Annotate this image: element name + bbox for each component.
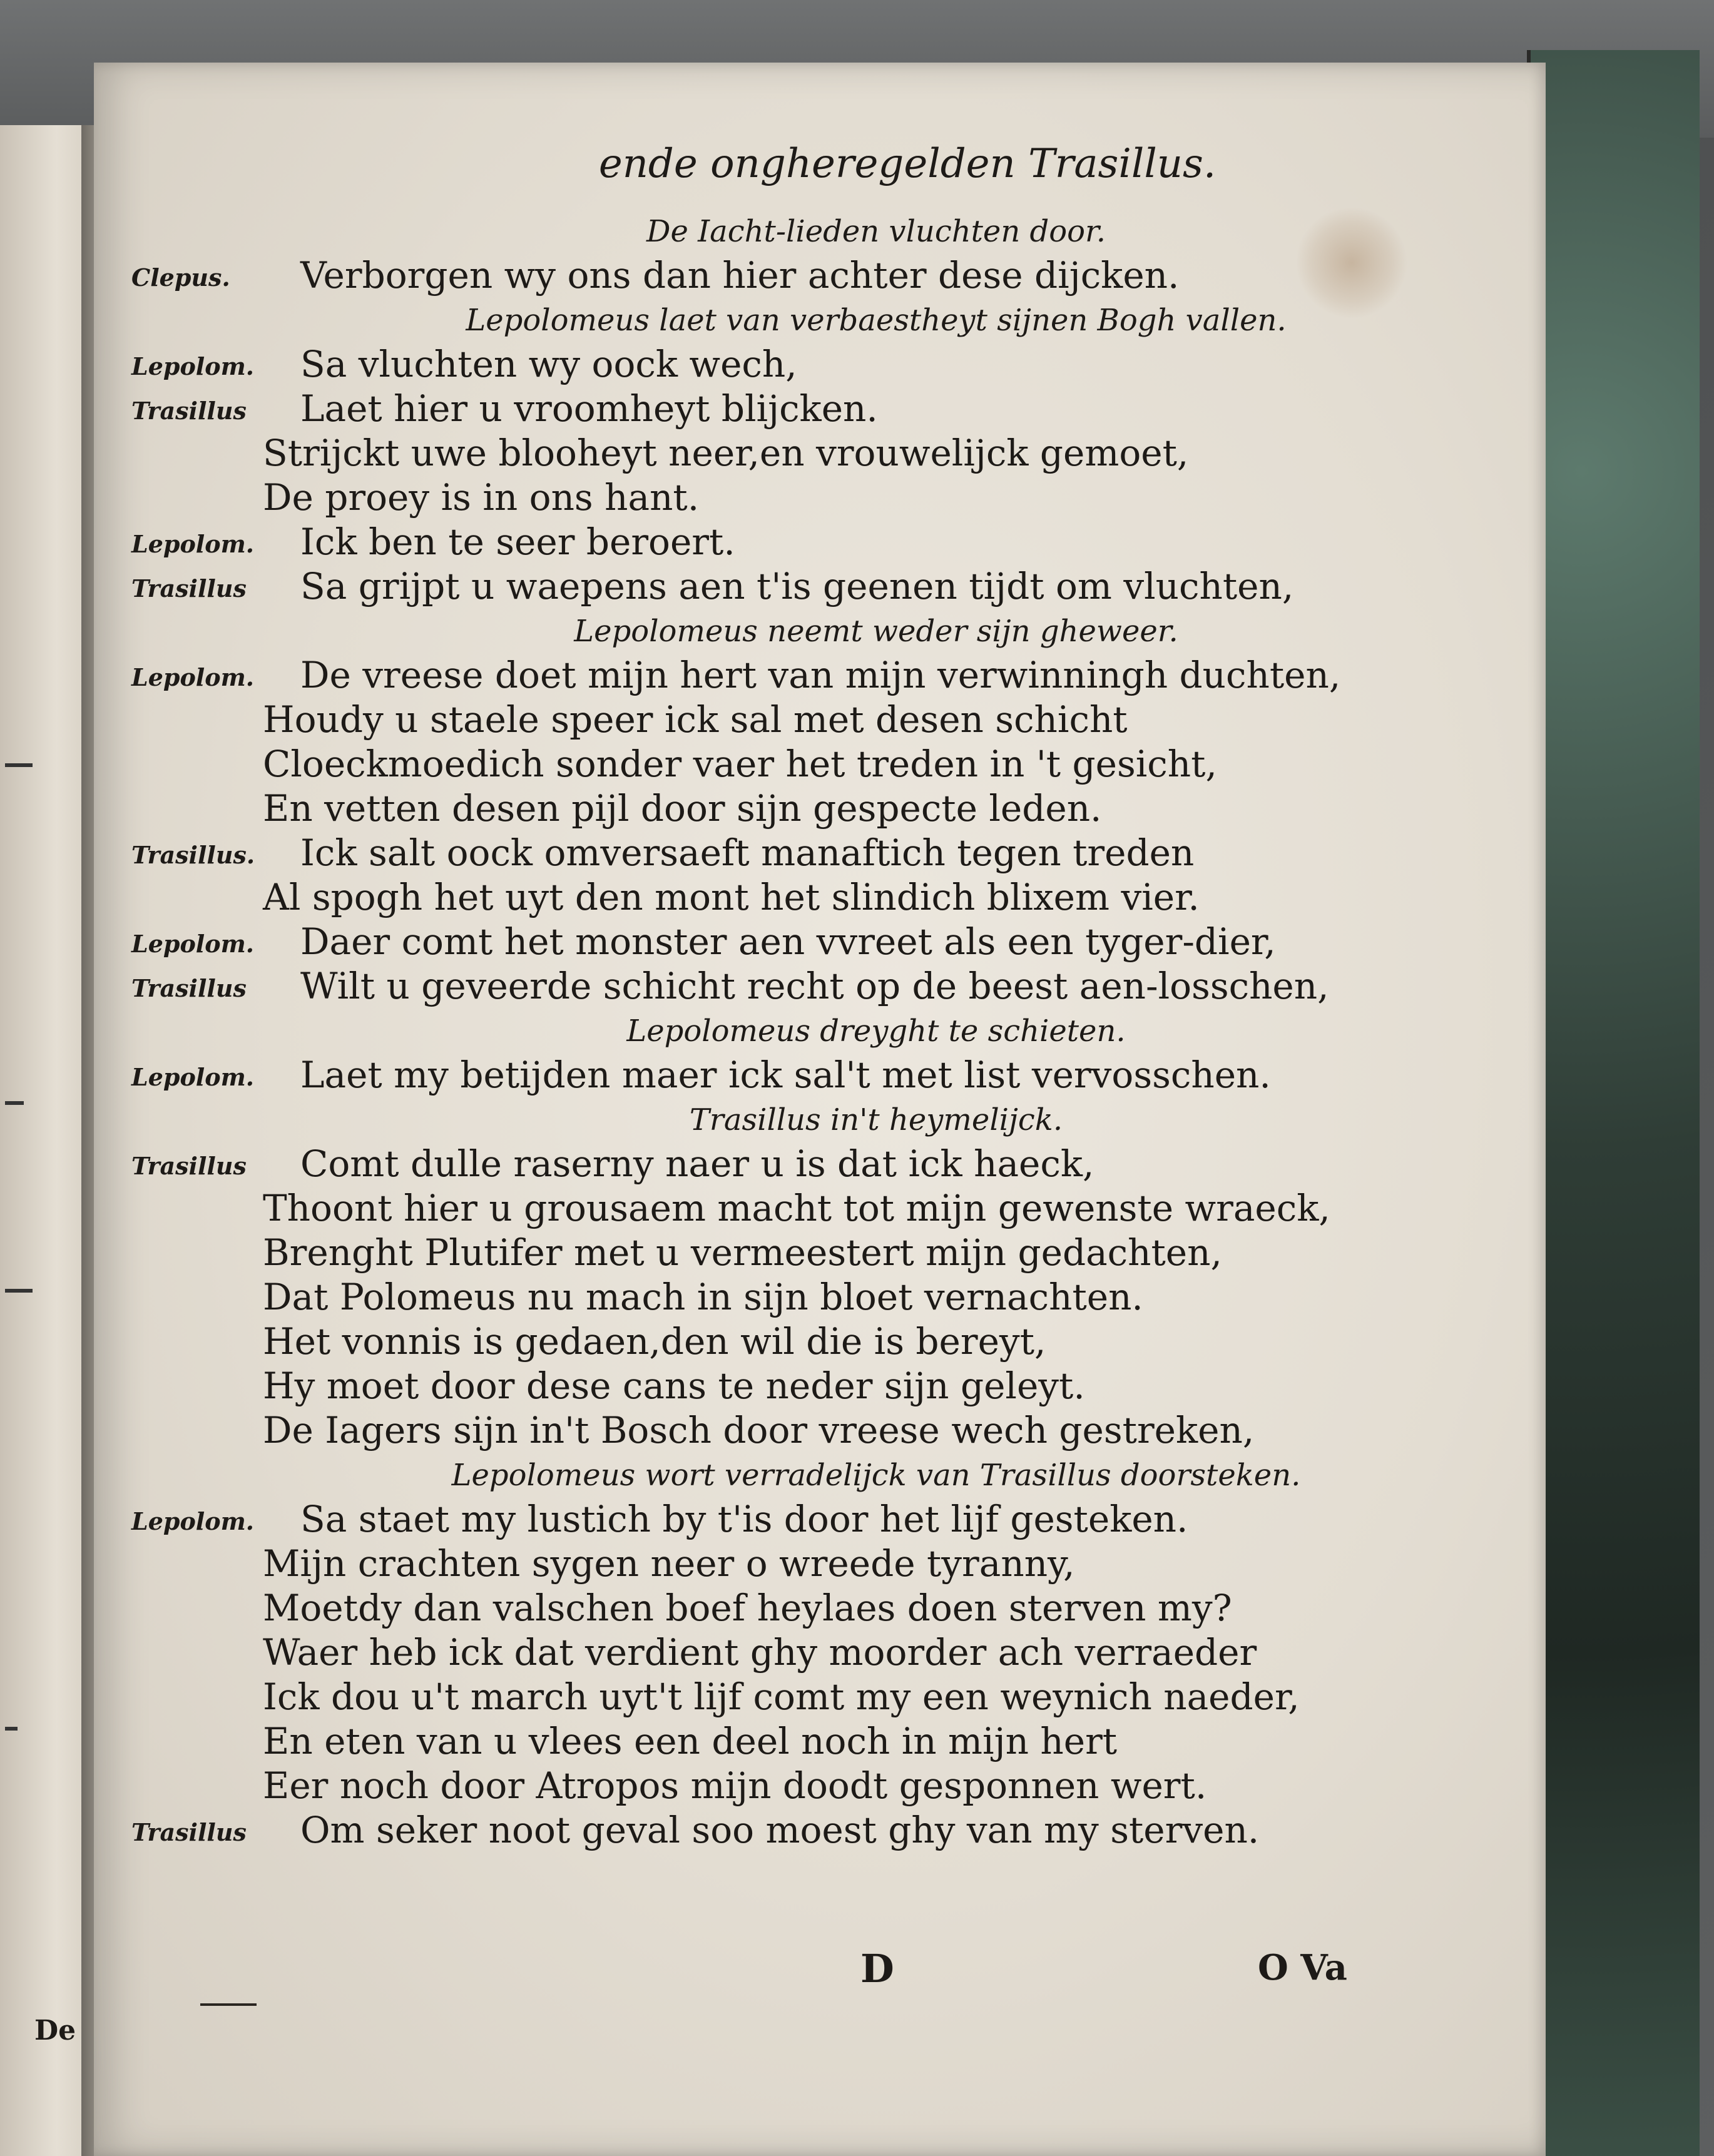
verse-line: Laet my betijden maer ick sal't met list vervosschen. [300,1054,1271,1096]
verse-line: Cloeckmoedich sonder vaer het treden in 't gesicht, [263,743,1217,785]
verse-line: Dat Polomeus nu mach in sijn bloet vernachten. [263,1276,1143,1318]
verse-line: En vetten desen pijl door sijn gespecte leden. [263,787,1102,830]
verse-line: Houdy u staele speer ick sal met desen schicht [263,698,1128,741]
speaker-label: Trasillus. [131,841,255,869]
stage-direction: Trasillus in't heymelijck. [689,1102,1063,1137]
speaker-label: Lepolom. [131,530,255,558]
verse-line: Mijn crachten sygen neer o wreede tyranny, [263,1542,1075,1585]
verse-line: Eer noch door Atropos mijn doodt gesponnen wert. [263,1764,1207,1807]
speaker-label: Clepus. [131,263,230,292]
verse-line: Hy moet door dese cans te neder sijn geleyt. [263,1365,1085,1407]
verse-line: Brenght Plutifer met u vermeestert mijn gedachten, [263,1231,1222,1274]
left-page-edge [0,125,94,2156]
speaker-label: Lepolom. [131,1507,255,1535]
speaker-label: Lepolom. [131,1063,255,1091]
speaker-label: Trasillus [131,574,247,603]
left-page-text-fragment [5,1727,18,1731]
verse-line: Ick ben te seer beroert. [300,521,735,563]
stage-direction: Lepolomeus laet van verbaestheyt sijnen Bogh vallen. [466,303,1287,338]
speaker-label: Lepolom. [131,930,255,958]
verse-line: Het vonnis is gedaen,den wil die is bereyt, [263,1320,1046,1363]
speaker-label: Lepolom. [131,352,255,380]
verse-line: Wilt u geveerde schicht recht op de beest aen-losschen, [300,965,1329,1007]
verse-line: Sa grijpt u waepens aen t'is geenen tijdt om vluchten, [300,565,1294,608]
left-page-text-fragment [5,1101,24,1105]
verse-line: Al spogh het uyt den mont het slindich blixem vier. [263,876,1200,918]
verse-line: Verborgen wy ons dan hier achter dese dijcken. [300,254,1180,297]
footer-rule [200,2003,257,2006]
verse-line: Moetdy dan valschen boef heylaes doen sterven my? [263,1587,1232,1629]
stage-direction: Lepolomeus dreyght te schieten. [626,1014,1126,1049]
verse-line: Ick salt oock omversaeft manaftich tegen treden [300,831,1195,874]
stage-direction: De Iacht-lieden vluchten door. [646,214,1106,249]
verse-line: Daer comt het monster aen vvreet als een tyger-dier, [300,920,1276,963]
verse-line: De vreese doet mijn hert van mijn verwinningh duchten, [300,654,1341,696]
verse-line: Om seker noot geval soo moest ghy van my sterven. [300,1809,1260,1851]
verse-line: Strijckt uwe blooheyt neer,en vrouwelijck gemoet, [263,432,1189,474]
verse-line: Laet hier u vroomheyt blijcken. [300,387,878,430]
speaker-label: Trasillus [131,974,247,1002]
verse-line: Thoont hier u grousaem macht tot mijn gewenste wraeck, [263,1187,1330,1229]
verse-line: Waer heb ick dat verdient ghy moorder ach verraeder [263,1631,1257,1674]
left-page-text-fragment [5,1289,33,1293]
speaker-label: Lepolom. [131,663,255,691]
left-page-text-fragment [5,763,33,767]
verse-line: De proey is in ons hant. [263,476,700,519]
book-page [94,63,1546,2156]
stage-direction: Lepolomeus neemt weder sijn gheweer. [574,614,1178,649]
marbled-cover-board [1527,50,1700,2156]
verse-line: Sa vluchten wy oock wech, [300,343,797,385]
running-header: ende ongheregelden Trasillus. [598,141,1217,187]
speaker-label: Trasillus [131,397,247,425]
verse-line: Comt dulle raserny naer u is dat ick haeck, [300,1142,1094,1185]
catchword: O Va [1258,1947,1347,1988]
stage-direction: Lepolomeus wort verradelijck van Trasillus doorsteken. [451,1458,1301,1493]
left-page-catchword: De [34,2015,76,2047]
signature-mark: D [860,1946,894,1991]
speaker-label: Trasillus [131,1152,247,1180]
verse-line: Sa staet my lustich by t'is door het lijf gesteken. [300,1498,1188,1540]
verse-line: De Iagers sijn in't Bosch door vreese wech gestreken, [263,1409,1255,1452]
speaker-label: Trasillus [131,1818,247,1846]
verse-line: En eten van u vlees een deel noch in mijn hert [263,1720,1118,1762]
verse-line: Ick dou u't march uyt't lijf comt my een weynich naeder, [263,1675,1300,1718]
